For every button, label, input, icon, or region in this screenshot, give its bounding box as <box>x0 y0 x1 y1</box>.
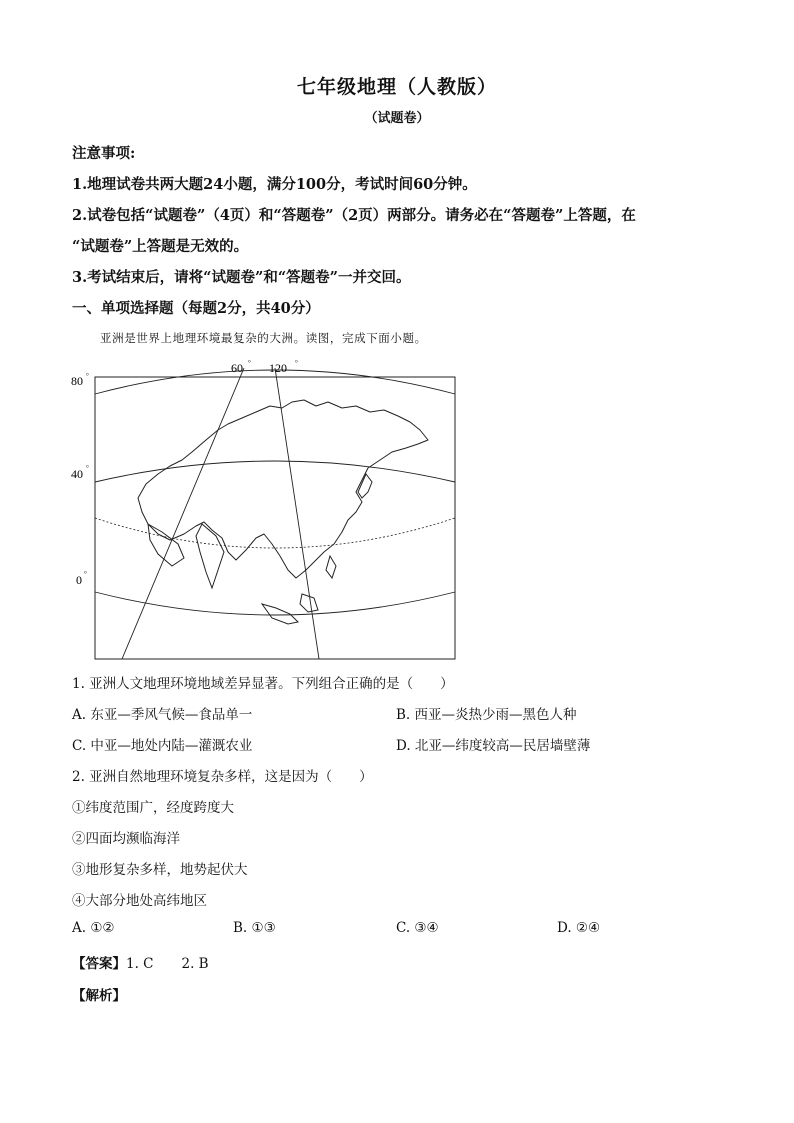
indonesia-islands <box>262 604 298 624</box>
section-heading: 一、单项选择题（每题2分，共40分） <box>72 300 320 317</box>
asia-map <box>66 356 466 662</box>
question-2-option-a: A. ①② <box>72 920 115 936</box>
notice-heading: 注意事项: <box>72 145 136 162</box>
degree-mark: ° <box>295 359 298 367</box>
latitude-line-40 <box>95 461 455 482</box>
lon-label-60: 60 <box>231 361 243 375</box>
answer-q2: 2. B <box>181 956 209 972</box>
question-2-statement-2: ②四面均濒临海洋 <box>72 831 180 847</box>
borneo-island <box>300 594 318 612</box>
answer-q1: 1. C <box>126 956 154 972</box>
answer-line <box>72 952 209 972</box>
answer-label: 【答案】 <box>72 956 126 972</box>
question-1-option-a: A. 东亚—季风气候—食品单一 <box>72 707 253 723</box>
analysis-label: 【解析】 <box>72 988 126 1004</box>
question-1-option-c: C. 中亚—地处内陆—灌溉农业 <box>72 738 253 754</box>
degree-mark: ° <box>248 359 251 367</box>
lon-label-120: 120 <box>269 361 287 375</box>
notice-item-2-line-1: 2.试卷包括“试题卷”（4页）和“答题卷”（2页）两部分。请务必在“答题卷”上答题，在 <box>72 207 636 224</box>
question-1-stem: 1. 亚洲人文地理环境地域差异显著。下列组合正确的是（ ） <box>72 676 454 692</box>
section-intro: 亚洲是世界上地理环境最复杂的大洲。读图，完成下面小题。 <box>100 331 427 345</box>
degree-mark: ° <box>84 570 87 578</box>
question-1-option-b: B. 西亚—炎热少雨—黑色人种 <box>396 707 577 723</box>
notice-item-3: 3.考试结束后，请将“试题卷”和“答题卷”一并交回。 <box>72 269 411 286</box>
question-2-statement-3: ③地形复杂多样，地势起伏大 <box>72 862 248 878</box>
notice-item-2-line-2: “试题卷”上答题是无效的。 <box>72 238 249 255</box>
lat-label-40: 40 <box>71 467 83 481</box>
philippine-islands <box>326 556 336 578</box>
question-2-statement-1: ①纬度范围广，经度跨度大 <box>72 800 234 816</box>
indian-peninsula <box>196 524 224 588</box>
question-2-option-b: B. ①③ <box>233 920 276 936</box>
question-2-option-d: D. ②④ <box>557 920 601 936</box>
lat-label-80: 80 <box>71 374 83 388</box>
degree-mark: ° <box>86 464 89 472</box>
arabian-peninsula <box>148 524 184 566</box>
question-2-stem: 2. 亚洲自然地理环境复杂多样，这是因为（ ） <box>72 769 373 785</box>
question-2-statement-4: ④大部分地处高纬地区 <box>72 893 207 909</box>
degree-mark: ° <box>86 372 89 380</box>
map-frame <box>95 377 455 659</box>
page-subtitle: （试题卷） <box>364 111 430 126</box>
lat-label-0: 0 <box>76 573 82 587</box>
notice-item-1: 1.地理试卷共两大题24小题，满分100分，考试时间60分钟。 <box>72 176 477 193</box>
japan-islands <box>358 474 372 498</box>
question-2-option-c: C. ③④ <box>396 920 439 936</box>
question-1-option-d: D. 北亚—纬度较高—民居墙壁薄 <box>396 738 591 754</box>
meridian-60 <box>122 368 244 659</box>
page-title: 七年级地理（人教版） <box>296 76 497 98</box>
